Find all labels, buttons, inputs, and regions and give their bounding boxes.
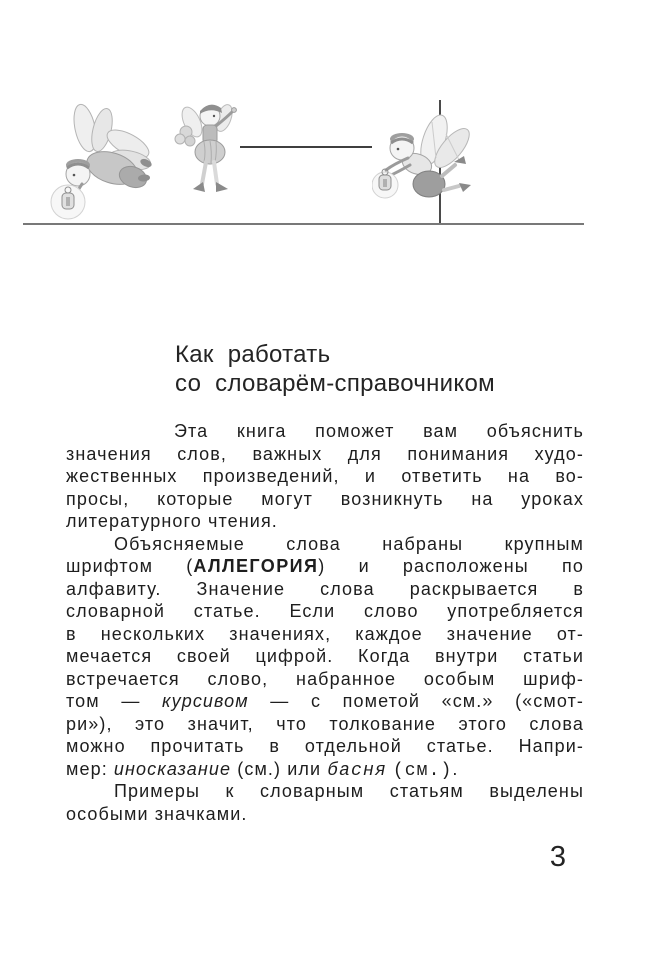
text-segment: просы, которые могут возникнуть на уроках xyxy=(66,488,584,509)
text-segment: шрифтом ( xyxy=(66,556,194,576)
text-line xyxy=(66,668,584,691)
text-segment: курсивом xyxy=(162,691,249,711)
text-segment: мечается своей цифрой. Когда внутри статьи xyxy=(66,646,584,666)
text-segment: встречается слово, набранное особым шриф- xyxy=(66,668,584,689)
body-text xyxy=(66,420,584,825)
text-line xyxy=(66,690,584,713)
text-line xyxy=(66,623,584,646)
text-line xyxy=(66,465,584,488)
text-line xyxy=(66,758,584,781)
text-line xyxy=(66,713,584,736)
text-line xyxy=(66,645,584,668)
text-line xyxy=(66,533,584,556)
text-segment: АЛЛЕГОРИЯ xyxy=(193,556,319,576)
text-segment: (см.) xyxy=(392,760,453,780)
text-segment: Примеры к словарным статьям выделены xyxy=(114,781,584,801)
text-segment: Объясняемые слова набраны крупным xyxy=(114,533,584,554)
text-segment: . xyxy=(452,758,459,779)
text-segment: (см.) или xyxy=(231,758,328,779)
page-title xyxy=(175,341,495,398)
text-line xyxy=(66,600,584,623)
text-line xyxy=(66,578,584,601)
text-segment: иносказание xyxy=(113,758,232,779)
text-segment: басня xyxy=(327,760,387,780)
text-segment: Эта книга поможет вам объяснить xyxy=(174,421,584,441)
title-line-1: Как работать xyxy=(175,341,331,368)
text-segment: значения слов, важных для понимания худо- xyxy=(66,443,584,464)
header-rule-short xyxy=(240,146,372,148)
header-rule-bottom xyxy=(23,223,584,225)
text-line xyxy=(66,443,584,466)
text-segment: можно прочитать в отдельной статье. Напри- xyxy=(66,736,584,756)
text-segment: ри»), это значит, что толкование этого слова xyxy=(66,713,584,734)
text-segment: жественных произведений, и ответить на во- xyxy=(66,466,584,486)
fairy-flying-with-lantern-right-illustration xyxy=(372,112,472,224)
title-line-2: со словарём-справочником xyxy=(175,369,495,397)
text-segment: алфавиту. Значение слова раскрывается в xyxy=(66,578,584,599)
text-segment: мер: xyxy=(66,758,114,779)
text-line xyxy=(66,803,584,826)
page-number: 3 xyxy=(549,841,567,873)
fairy-standing-elf-illustration xyxy=(170,98,246,208)
text-line xyxy=(66,780,584,803)
text-line xyxy=(66,420,584,443)
text-segment: в нескольких значениях, каждое значение от- xyxy=(66,623,584,644)
text-segment: ) и расположены по xyxy=(318,556,584,576)
fairy-flying-with-lantern-left-illustration xyxy=(40,102,155,220)
text-segment: словарной статье. Если слово употребляется xyxy=(66,601,584,621)
text-segment: особыми значками. xyxy=(66,803,248,824)
text-line xyxy=(66,735,584,758)
text-line xyxy=(66,555,584,578)
text-segment: том — xyxy=(66,691,163,711)
text-line xyxy=(66,488,584,511)
text-line xyxy=(66,510,584,533)
text-segment: — с пометой «см.» («смот- xyxy=(248,691,584,711)
text-segment: литературного чтения. xyxy=(66,511,278,531)
